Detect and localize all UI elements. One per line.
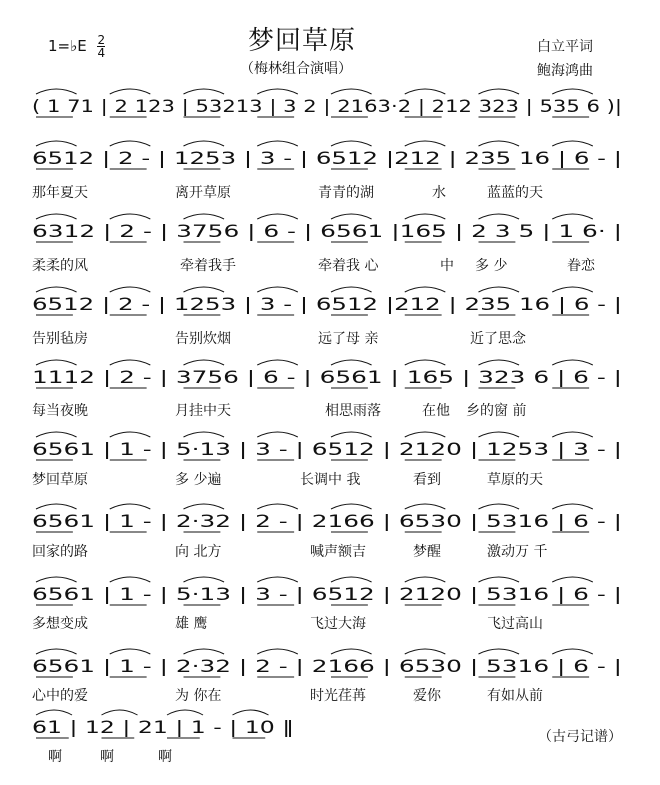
- key-prefix: 1=: [48, 37, 71, 55]
- lyric-5-3: 相思雨落: [325, 403, 381, 419]
- notation-line-10: 61 | 12 | 21 | 1 - | 10 ‖: [32, 718, 294, 738]
- slur-mark: [479, 287, 520, 292]
- slur-mark: [331, 577, 372, 582]
- lyric-7-1: 回家的路: [32, 544, 88, 560]
- slur-mark: [36, 432, 77, 437]
- notation-line-4: 6512 | 2 - | 1253 | 3 - | 6512 |212 | 235 16 | 6 - |: [32, 295, 622, 315]
- lyric-7-5: 激动万 千: [487, 544, 548, 560]
- slur-mark: [552, 432, 593, 437]
- lyric-7-3: 喊声额吉: [310, 544, 366, 560]
- slur-mark: [405, 214, 446, 219]
- lyric-8-3: 飞过大海: [310, 616, 366, 632]
- slur-mark: [184, 89, 225, 94]
- slur-mark: [233, 710, 269, 715]
- slur-mark: [405, 141, 446, 146]
- slur-mark: [331, 504, 372, 509]
- slur-mark: [552, 360, 593, 365]
- slur-mark: [110, 504, 151, 509]
- lyric-2-3: 青青的湖: [318, 185, 374, 201]
- slur-mark: [184, 649, 225, 654]
- slur-mark: [36, 360, 77, 365]
- slur-mark: [36, 504, 77, 509]
- slur-mark: [257, 577, 298, 582]
- slur-mark: [184, 360, 225, 365]
- slur-mark: [257, 89, 298, 94]
- slur-mark: [479, 141, 520, 146]
- slur-mark: [405, 89, 446, 94]
- time-signature-top: 2: [97, 33, 106, 47]
- slur-mark: [479, 89, 520, 94]
- slur-mark: [184, 432, 225, 437]
- lyric-5-4: 在他: [422, 403, 450, 419]
- lyric-8-1: 多想变成: [32, 616, 88, 632]
- slur-mark: [405, 649, 446, 654]
- slur-mark: [405, 577, 446, 582]
- slur-mark: [110, 649, 151, 654]
- slur-mark: [331, 214, 372, 219]
- lyric-10-2: 啊: [100, 749, 114, 765]
- lyricist-credit: 白立平词: [537, 39, 593, 55]
- lyric-7-2: 向 北方: [175, 544, 222, 560]
- slur-mark: [405, 360, 446, 365]
- slur-mark: [552, 577, 593, 582]
- lyric-9-1: 心中的爱: [32, 688, 88, 704]
- lyric-8-4: 飞过高山: [487, 616, 543, 632]
- lyric-7-4: 梦醒: [413, 544, 441, 560]
- lyric-9-5: 有如从前: [487, 688, 543, 704]
- slur-mark: [552, 141, 593, 146]
- lyric-6-4: 看到: [413, 472, 441, 488]
- slur-mark: [257, 214, 298, 219]
- lyric-3-1: 柔柔的风: [32, 258, 88, 274]
- slur-mark: [184, 504, 225, 509]
- lyric-2-1: 那年夏天: [32, 185, 88, 201]
- slur-mark: [257, 360, 298, 365]
- composer-credit: 鲍海鸿曲: [537, 63, 593, 79]
- slur-mark: [257, 504, 298, 509]
- slur-mark: [167, 710, 203, 715]
- lyric-4-4: 近了思念: [470, 331, 526, 347]
- slur-mark: [257, 141, 298, 146]
- notation-line-3: 6312 | 2 - | 3756 | 6 - | 6561 |165 | 2 3 5 | 1 6· |: [32, 222, 622, 242]
- lyric-5-2: 月挂中天: [175, 403, 231, 419]
- lyric-5-1: 每当夜晚: [32, 403, 88, 419]
- notation-line-2: 6512 | 2 - | 1253 | 3 - | 6512 |212 | 235 16 | 6 - |: [32, 149, 622, 169]
- notation-line-7: 6561 | 1 - | 2·32 | 2 - | 2166 | 6530 | 5316 | 6 - |: [32, 512, 622, 532]
- lyric-9-2: 为 你在: [175, 688, 222, 704]
- notation-line-9: 6561 | 1 - | 2·32 | 2 - | 2166 | 6530 | 5316 | 6 - |: [32, 657, 622, 677]
- lyric-6-3: 长调中 我: [300, 472, 361, 488]
- slur-mark: [184, 214, 225, 219]
- key-note: ♭E: [70, 37, 87, 55]
- lyric-5-5: 乡的窗 前: [466, 403, 527, 419]
- slur-mark: [36, 577, 77, 582]
- lyric-3-2: 牵着我手: [180, 258, 236, 274]
- slur-mark: [552, 649, 593, 654]
- notation-line-6: 6561 | 1 - | 5·13 | 3 - | 6512 | 2120 | 1253 | 3 - |: [32, 440, 622, 460]
- slur-mark: [36, 89, 77, 94]
- slur-mark: [479, 649, 520, 654]
- slur-mark: [110, 577, 151, 582]
- slur-mark: [110, 141, 151, 146]
- notation-line-1: ( 1 71 | 2 123 | 53213 | 3 2 | 2163·2 | 212 323 | 535 6 )|: [32, 97, 622, 117]
- song-title: 梦回草原: [248, 26, 357, 56]
- slur-mark: [36, 649, 77, 654]
- lyric-4-2: 告别炊烟: [175, 331, 231, 347]
- slur-mark: [36, 710, 72, 715]
- slur-mark: [110, 360, 151, 365]
- lyric-2-2: 离开草原: [175, 185, 231, 201]
- lyric-6-2: 多 少遍: [175, 472, 222, 488]
- lyric-4-1: 告别毡房: [32, 331, 88, 347]
- slur-mark: [331, 287, 372, 292]
- lyric-2-4: 水: [432, 185, 446, 201]
- slur-mark: [36, 287, 77, 292]
- time-signature-bottom: 4: [97, 46, 106, 60]
- lyric-6-5: 草原的天: [487, 472, 543, 488]
- slur-mark: [331, 432, 372, 437]
- slur-mark: [102, 710, 138, 715]
- slur-mark: [552, 89, 593, 94]
- slur-mark: [36, 141, 77, 146]
- slur-mark: [184, 577, 225, 582]
- lyric-4-3: 远了母 亲: [318, 331, 379, 347]
- slur-mark: [184, 141, 225, 146]
- slur-mark: [110, 214, 151, 219]
- slur-mark: [331, 649, 372, 654]
- slur-mark: [405, 287, 446, 292]
- lyric-8-2: 雄 鹰: [175, 616, 208, 632]
- slur-mark: [257, 649, 298, 654]
- slur-mark: [552, 504, 593, 509]
- slur-mark: [331, 89, 372, 94]
- slur-mark: [184, 287, 225, 292]
- slur-mark: [110, 432, 151, 437]
- slur-mark: [479, 577, 520, 582]
- slur-mark: [405, 432, 446, 437]
- slur-mark: [552, 287, 593, 292]
- slur-mark: [405, 504, 446, 509]
- lyric-10-3: 啊: [158, 749, 172, 765]
- slur-mark: [479, 432, 520, 437]
- lyric-6-1: 梦回草原: [32, 472, 88, 488]
- slur-mark: [552, 214, 593, 219]
- lyric-2-5: 蓝蓝的天: [487, 185, 543, 201]
- lyric-3-6: 眷恋: [567, 258, 595, 274]
- notation-line-5: 1112 | 2 - | 3756 | 6 - | 6561 | 165 | 323 6 | 6 - |: [32, 368, 622, 388]
- transcriber-note: （古弓记谱）: [538, 729, 622, 745]
- lyric-9-4: 爱你: [413, 688, 441, 704]
- slur-mark: [110, 89, 151, 94]
- slur-mark: [110, 287, 151, 292]
- slur-mark: [257, 432, 298, 437]
- slur-mark: [479, 214, 520, 219]
- lyric-10-1: 啊: [48, 749, 62, 765]
- notation-line-8: 6561 | 1 - | 5·13 | 3 - | 6512 | 2120 | 5316 | 6 - |: [32, 585, 622, 605]
- slur-mark: [479, 504, 520, 509]
- slur-mark: [257, 287, 298, 292]
- lyric-9-3: 时光荏苒: [310, 688, 366, 704]
- performer-subtitle: （梅林组合演唱）: [240, 61, 352, 77]
- lyric-3-4: 中: [440, 258, 454, 274]
- slur-mark: [36, 214, 77, 219]
- lyric-3-3: 牵着我 心: [318, 258, 379, 274]
- slur-mark: [331, 141, 372, 146]
- lyric-3-5: 多 少: [475, 258, 508, 274]
- slur-mark: [479, 360, 520, 365]
- slur-mark: [331, 360, 372, 365]
